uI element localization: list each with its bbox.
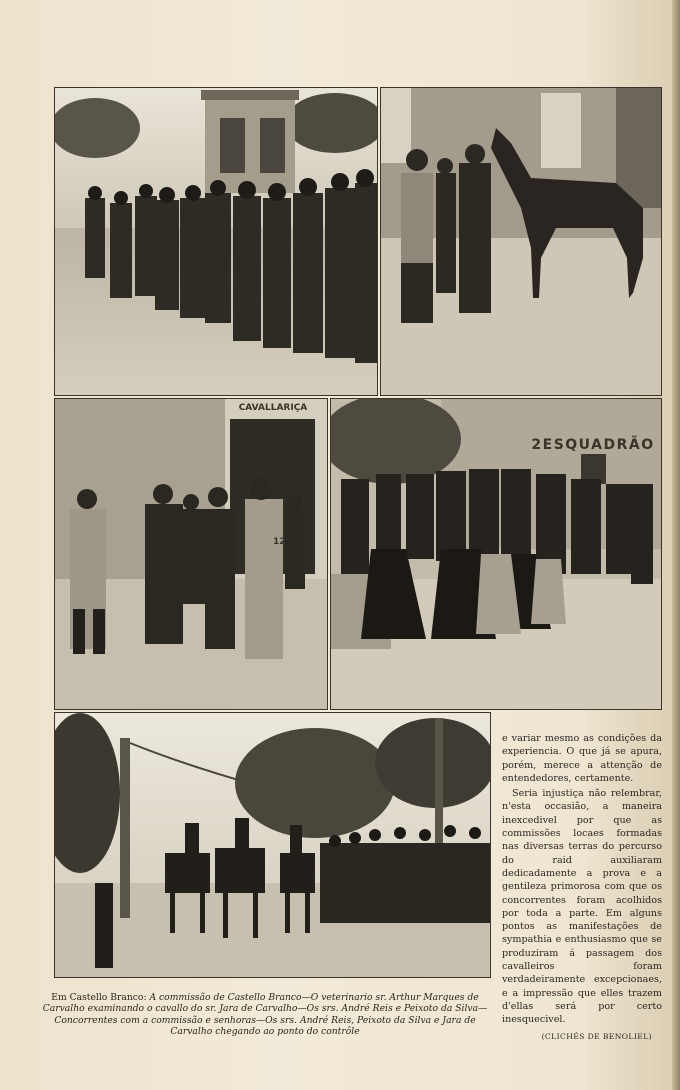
- article-paragraph: Seria injustiça não relembrar, n'esta occasião, a maneira inexcedivel por que as commissões locaes formadas nas diversas terras do percurso do raid auxiliaram dedicadamente a prova e a gentileza primorosa com que os concorrentes foram acolhidos por toda a parte. Em alguns pontos as manifestações de sympathia e enthusiasmo que se produziram á passagem dos cavalleiros foram verdadeiramente excepcionaes, e a impressão que elles trazem d'ellas será por certo inesquecivel.: [502, 788, 662, 1026]
- photo-commission: [54, 87, 378, 396]
- photo-caption: [40, 992, 490, 1038]
- photo-credit: (CLICHÉS DE BENOLIEL): [541, 1032, 652, 1041]
- caption-text: A commissão de Castello Branco—O veterinario sr. Arthur Marques de Carvalho examinando o cavallo do sr. Jara de Carvalho—Os srs. André Reis e Peixoto da Silva—Concorrentes com a commissão e senhoras—Os srs. André Reis, Peixoto da Silva e Jara de Carvalho chegando ao ponto do contrôle: [42, 992, 488, 1038]
- photo-veterinarian: [380, 87, 662, 396]
- photo-commission-image: [55, 88, 377, 395]
- squadron-sign: 2ESQUADRÃO: [531, 437, 655, 453]
- photo-veterinarian-image: [381, 88, 661, 395]
- stable-sign: CAVALLARIÇA: [238, 403, 308, 413]
- badge-number: 12: [273, 537, 286, 547]
- photo-riders-image: [55, 713, 490, 977]
- page-edge: [672, 0, 680, 1090]
- article-column: [502, 732, 662, 1027]
- article-paragraph: e variar mesmo as condições da experiencia. O que já se apura, porém, merece a attenção de entendedores, certamente.: [502, 733, 662, 784]
- photo-squadron-ladies: [330, 398, 662, 710]
- caption-lead: Em Castello Branco:: [51, 992, 150, 1003]
- photo-cavalry-image: [55, 399, 327, 709]
- photo-squadron-image: [331, 399, 661, 709]
- photo-riders-arriving: [54, 712, 491, 978]
- photo-cavalry-competitors: [54, 398, 328, 710]
